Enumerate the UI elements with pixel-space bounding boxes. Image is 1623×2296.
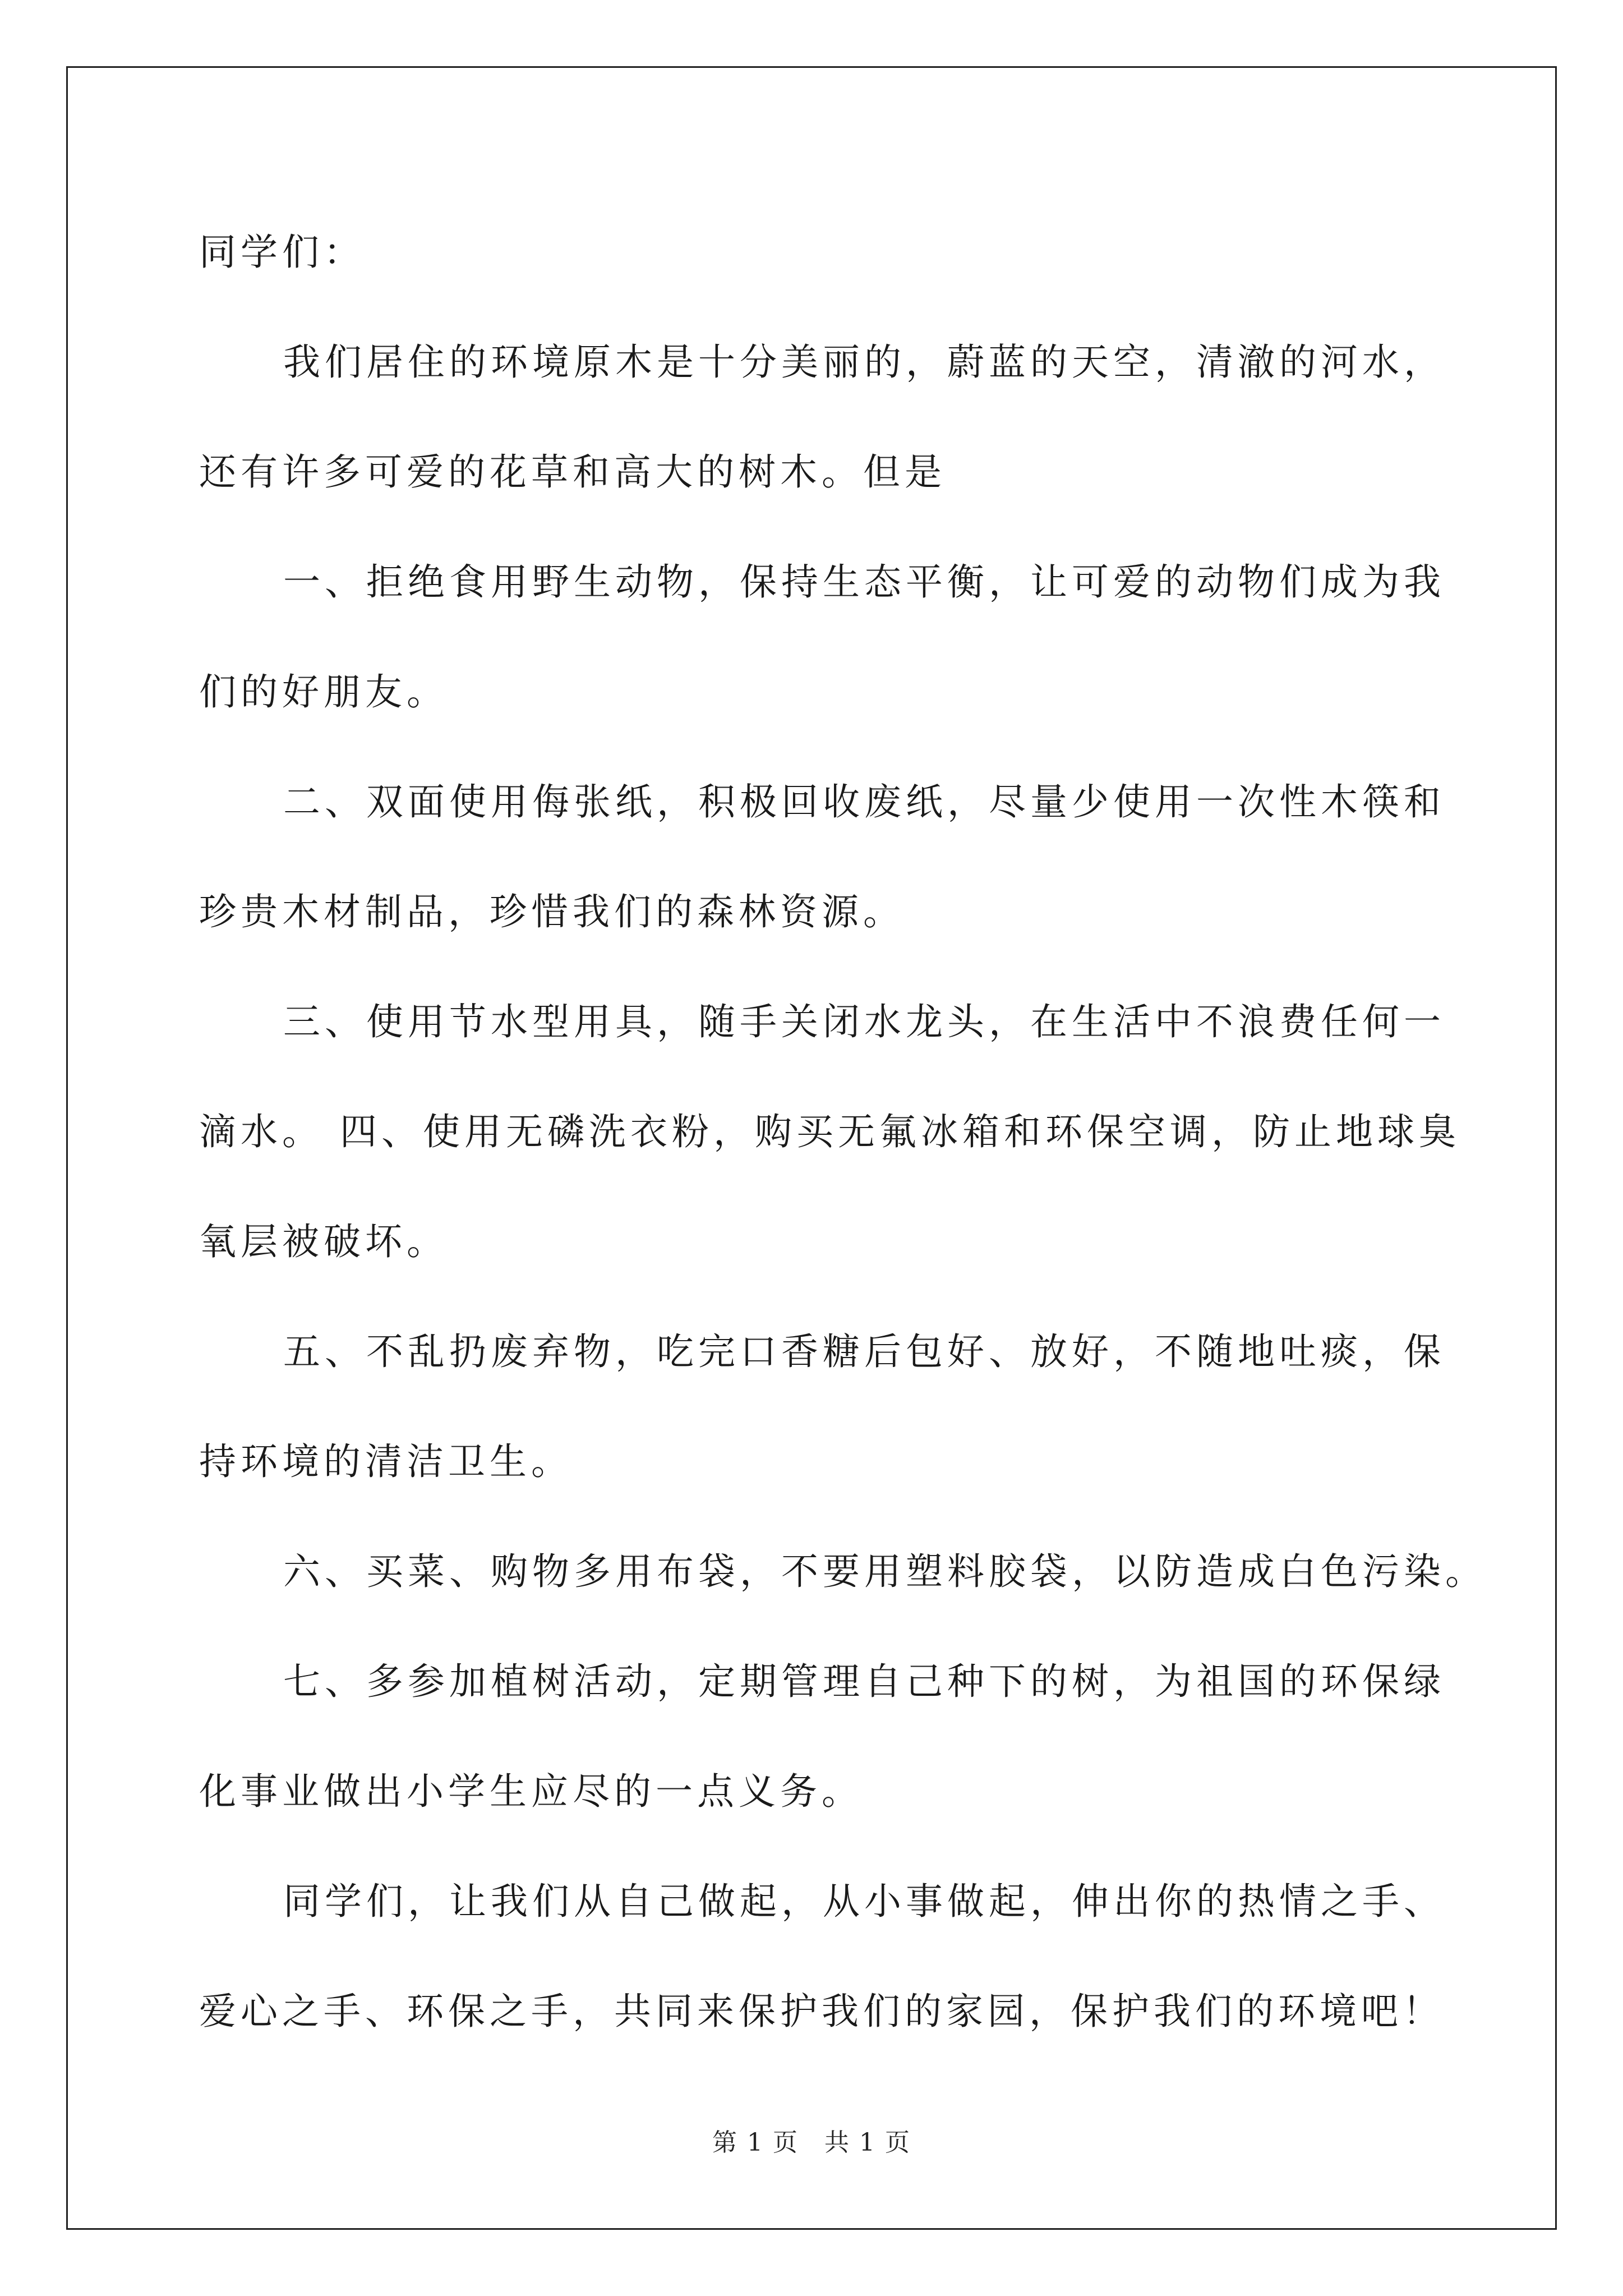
paragraph-line: 滴水。 四、使用无磷洗衣粉，购买无氟冰箱和环保空调，防止地球臭 — [199, 1110, 1460, 1153]
paragraph-line: 七、多参加植树活动，定期管理自己种下的树，为祖国的环保绿 — [283, 1660, 1445, 1703]
paragraph-4 — [199, 994, 1460, 1270]
paragraph-line: 们的好朋友。 — [199, 670, 448, 714]
paragraph-line: 化事业做出小学生应尽的一点义务。 — [199, 1770, 863, 1813]
paragraph-line: 二、双面使用侮张纸，积极回收废纸，尽量少使用一次性木筷和 — [283, 780, 1445, 823]
paragraph-line: 持环境的清洁卫生。 — [199, 1440, 573, 1483]
paragraph-1 — [199, 334, 1445, 500]
paragraph-line: 六、买菜、购物多用布袋，不要用塑料胶袋，以防造成白色污染。 — [283, 1550, 1487, 1593]
paragraph-8 — [199, 1874, 1445, 2040]
paragraph-7 — [199, 1654, 1445, 1820]
document-body — [199, 224, 1487, 2040]
paragraph-line: 珍贵木材制品，珍惜我们的森林资源。 — [199, 890, 905, 933]
paragraph-3 — [199, 774, 1445, 940]
paragraph-line: 五、不乱扔废弃物，吃完口香糖后包好、放好，不随地吐痰，保 — [283, 1330, 1445, 1373]
paragraph-line: 氧层被破坏。 — [199, 1220, 448, 1263]
paragraph-line: 一、拒绝食用野生动物，保持生态平衡，让可爱的动物们成为我 — [283, 560, 1445, 604]
paragraph-line: 还有许多可爱的花草和高大的树木。但是 — [199, 450, 946, 494]
paragraph-line: 爱心之手、环保之手，共同来保护我们的家园，保护我们的环境吧！ — [199, 1990, 1444, 2033]
paragraph-line: 同学们，让我们从自己做起，从小事做起，伸出你的热情之手、 — [283, 1880, 1445, 1923]
paragraph-5 — [199, 1324, 1445, 1490]
greeting: 同学们： — [199, 231, 365, 274]
paragraph-line: 我们居住的环境原木是十分美丽的，蔚蓝的天空，清澈的河水， — [283, 341, 1445, 384]
paragraph-2 — [199, 554, 1445, 720]
page-footer: 第 1 页 共 1 页 — [712, 2128, 911, 2157]
paragraph-6 — [199, 1544, 1487, 1600]
paragraph-line: 三、使用节水型用具，随手关闭水龙头，在生活中不浪费任何一 — [283, 1000, 1445, 1043]
